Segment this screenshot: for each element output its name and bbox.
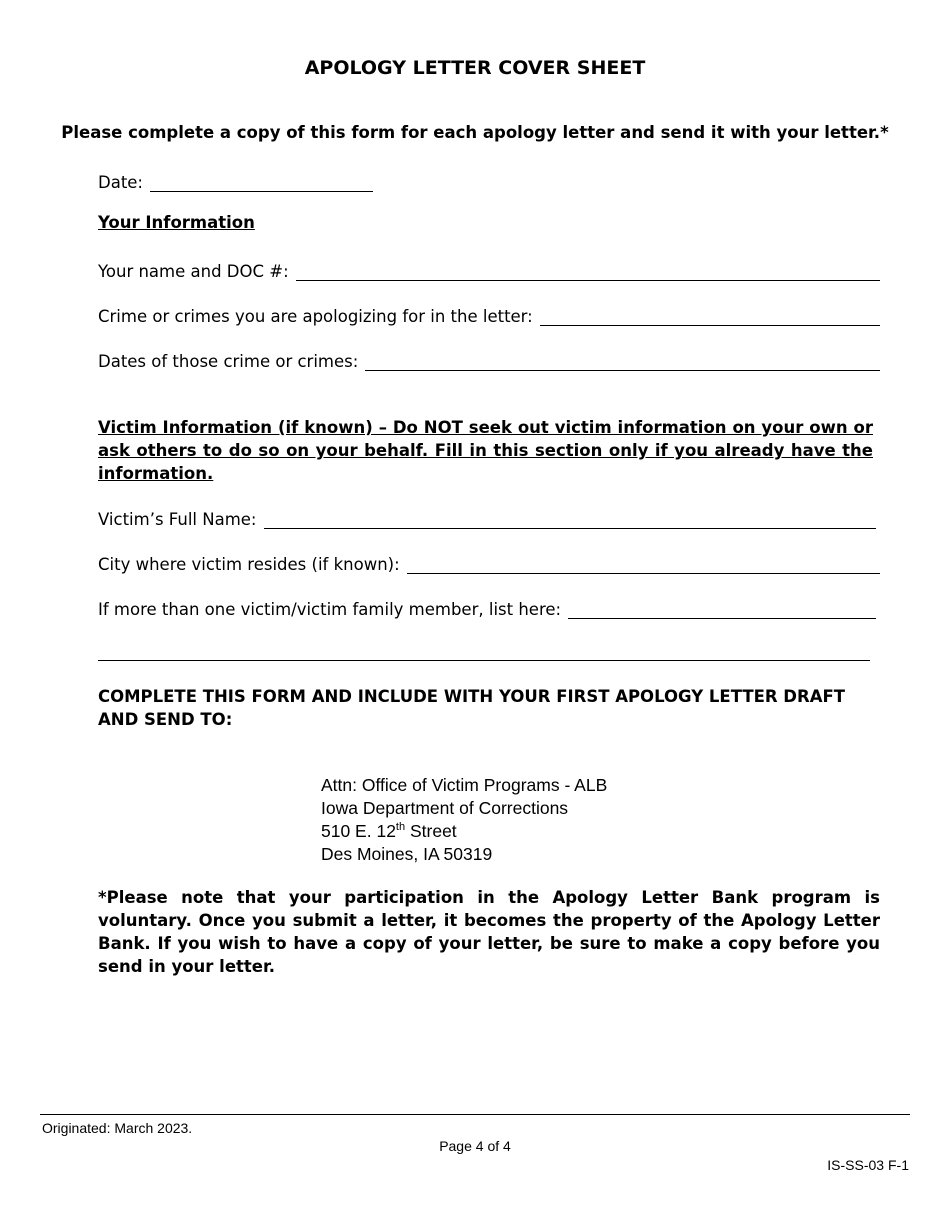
victim-name-row xyxy=(98,507,876,529)
victim-city-field[interactable] xyxy=(407,555,880,574)
mailing-address xyxy=(321,774,607,866)
name-doc-field[interactable] xyxy=(296,262,880,281)
address-department: Iowa Department of Corrections xyxy=(321,798,569,818)
victim-name-field[interactable] xyxy=(264,510,877,529)
multiple-victims-label: If more than one victim/victim family member, list here: xyxy=(98,600,562,619)
victim-city-label: City where victim resides (if known): xyxy=(98,555,400,574)
footer-page-number: Page 4 of 4 xyxy=(439,1138,511,1154)
crimes-field[interactable] xyxy=(540,307,880,326)
crimes-row xyxy=(98,304,880,326)
multiple-victims-row xyxy=(98,597,876,619)
victim-information-heading: Victim Information (if known) – Do NOT seek out victim information on your own or ask others to do so on your behalf. Fill in this section only if you already have the information. xyxy=(98,418,873,483)
victim-city-row xyxy=(98,552,880,574)
date-row xyxy=(98,170,373,192)
address-street-suffix: th xyxy=(395,821,406,834)
victim-name-label: Victim’s Full Name: xyxy=(98,510,257,529)
page-title: APOLOGY LETTER COVER SHEET xyxy=(304,57,646,79)
multiple-victims-field[interactable] xyxy=(568,600,876,619)
address-street-name: Street xyxy=(405,821,457,841)
crimes-label: Crime or crimes you are apologizing for in the letter: xyxy=(98,307,533,326)
crime-dates-field[interactable] xyxy=(365,352,880,371)
footer-form-id: IS-SS-03 F-1 xyxy=(827,1157,909,1173)
multiple-victims-extra-line[interactable] xyxy=(98,660,870,661)
crime-dates-row xyxy=(98,349,880,371)
send-to-heading: COMPLETE THIS FORM AND INCLUDE WITH YOUR FIRST APOLOGY LETTER DRAFT AND SEND TO: xyxy=(98,687,846,729)
name-doc-row xyxy=(98,259,880,281)
your-information-heading: Your Information xyxy=(98,213,255,232)
date-field[interactable] xyxy=(150,173,373,192)
address-city-state-zip: Des Moines, IA 50319 xyxy=(321,844,493,864)
crime-dates-label: Dates of those crime or crimes: xyxy=(98,352,359,371)
address-street xyxy=(321,820,607,843)
address-attn: Attn: Office of Victim Programs - ALB xyxy=(321,775,608,795)
footer-originated: Originated: March 2023. xyxy=(42,1120,193,1136)
name-doc-label: Your name and DOC #: xyxy=(98,262,289,281)
address-street-number: 510 E. 12 xyxy=(321,821,396,841)
footer-divider xyxy=(40,1114,910,1115)
form-instruction: Please complete a copy of this form for each apology letter and send it with your letter.* xyxy=(61,123,889,142)
date-label: Date: xyxy=(98,173,143,192)
voluntary-note: *Please note that your participation in the Apology Letter Bank program is voluntary. Once you submit a letter, it becomes the property of the Apology Letter Bank. If you wish to have a copy of your letter, be sure to make a copy before you send in your letter. xyxy=(98,888,880,976)
